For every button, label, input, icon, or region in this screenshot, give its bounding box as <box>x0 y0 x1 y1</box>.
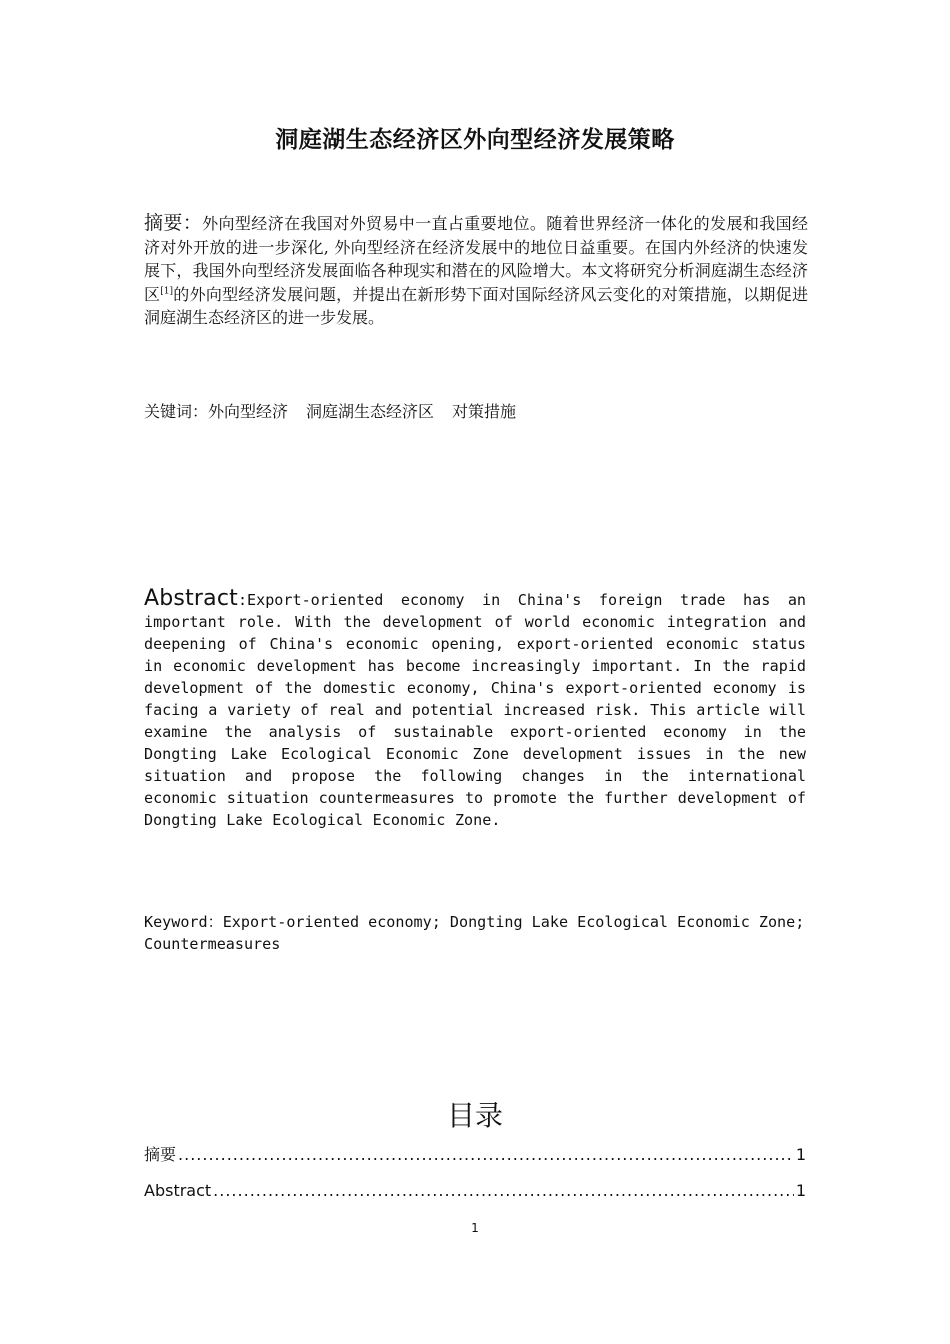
chinese-abstract-text-1: 外向型经济在我国对外贸易中一直占重要地位。随着世界经济一体化的发展和我国经济对外开放的进一步深化, 外向型经济在经济发展中的地位日益重要。在国内外经济的快速发展下，我国外向型经济发展面临各种现实和潜在的风险增大。本文将研究分析洞庭湖生态经济区 <box>144 214 808 304</box>
english-abstract <box>144 588 806 831</box>
chinese-keywords <box>144 400 516 424</box>
keyword-item: 外向型经济 <box>208 402 289 421</box>
table-of-contents-title: 目录 <box>446 1099 503 1132</box>
chinese-abstract-text-2: 的外向型经济发展问题，并提出在新形势下面对国际经济风云变化的对策措施，以期促进洞庭湖生态经济区的进一步发展。 <box>144 284 808 327</box>
english-abstract-text: :Export-oriented economy in China's foreign trade has an important role. With the development of world economic integration and deepening of China's economic opening, export-oriented economic status in economic development has become increasingly important. In the rapid development of the domestic economy, China's export-oriented economy is facing a variety of real and potential increased risk. This article will examine the analysis of sustainable export-oriented economy in the Dongting Lake Ecological Economic Zone development issues in the new situation and propose the following changes in the international economic situation countermeasures to promote the further development of Dongting Lake Ecological Economic Zone. <box>144 591 806 829</box>
toc-entry-abstract-cn[interactable] <box>144 1143 806 1179</box>
table-of-contents <box>144 1143 806 1215</box>
page-title: 洞庭湖生态经济区外向型经济发展策略 <box>275 126 675 153</box>
keyword-item: 对策措施 <box>452 402 517 421</box>
chinese-abstract-label: 摘要： <box>144 212 203 234</box>
citation-reference: [1] <box>160 286 174 297</box>
english-keywords-text: Export-oriented economy; Dongting Lake Ecological Economic Zone; Countermeasures <box>144 913 805 953</box>
english-abstract-label: Abstract <box>144 586 238 611</box>
chinese-keywords-label: 关键词： <box>144 402 209 421</box>
toc-leader-dots <box>213 1179 794 1203</box>
chinese-abstract <box>144 212 808 330</box>
english-keywords <box>144 911 806 955</box>
toc-entry-page: 1 <box>795 1145 806 1164</box>
toc-entry-page: 1 <box>795 1181 806 1200</box>
toc-entry-label: Abstract <box>144 1181 212 1200</box>
english-keywords-label: Keyword： <box>144 913 223 931</box>
page-number: 1 <box>471 1221 479 1235</box>
toc-leader-dots <box>178 1143 794 1167</box>
toc-entry-abstract-en[interactable] <box>144 1179 806 1215</box>
keyword-item: 洞庭湖生态经济区 <box>306 402 435 421</box>
toc-entry-label: 摘要 <box>144 1145 177 1164</box>
